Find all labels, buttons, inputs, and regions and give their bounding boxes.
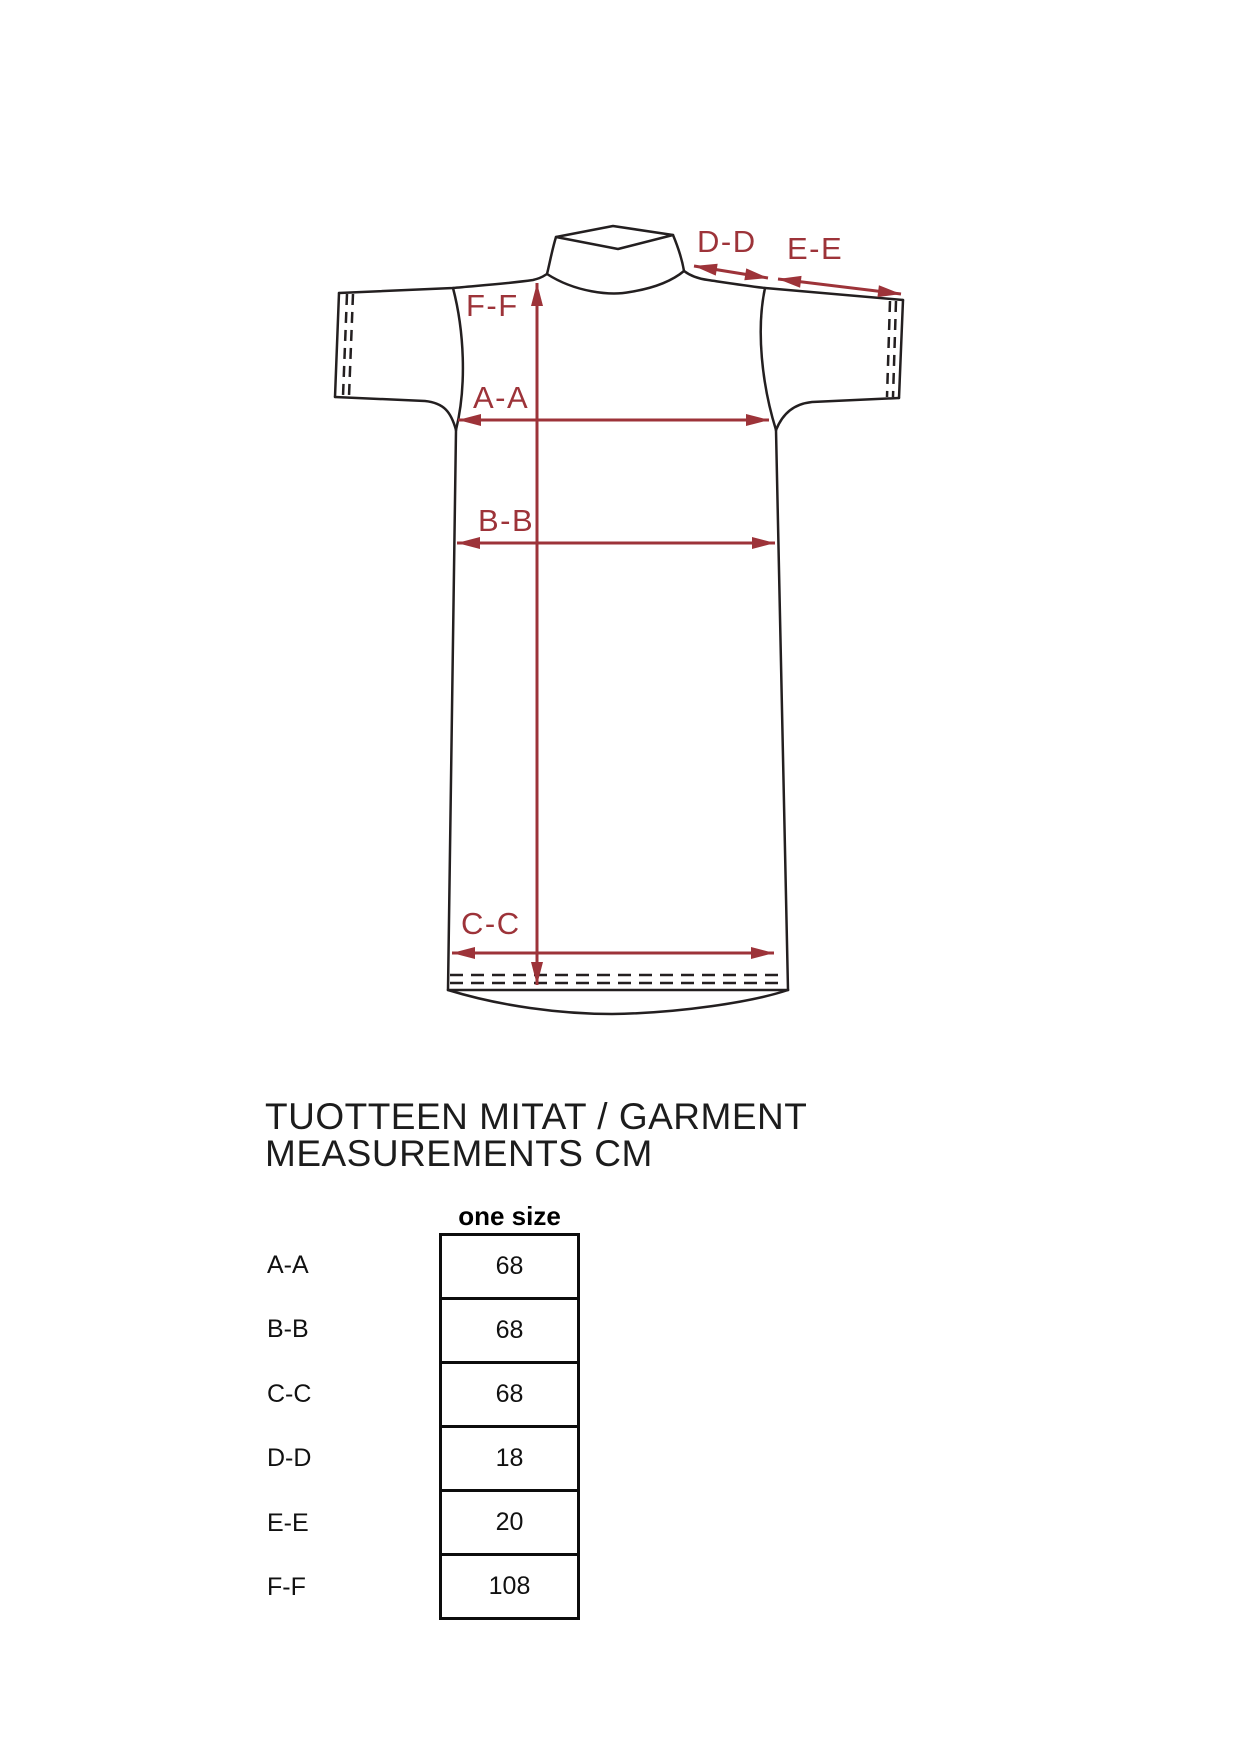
label-aa: A-A: [473, 380, 530, 415]
collar-top-opening: [556, 226, 673, 249]
row-label-cc: C-C: [267, 1379, 312, 1408]
arrow-dd: [694, 266, 768, 278]
collar-left-edge: [547, 237, 556, 274]
right-shoulder-sleeve-top: [684, 271, 903, 300]
size-column-header: one size: [458, 1201, 561, 1231]
label-ff: F-F: [466, 288, 519, 323]
right-armhole-seam: [761, 288, 776, 430]
body-left-edge: [448, 430, 456, 990]
section-heading: [265, 1098, 807, 1172]
back-hem-curve: [448, 990, 788, 1014]
body-right-edge: [776, 430, 788, 990]
label-ee: E-E: [787, 231, 844, 266]
label-dd: D-D: [697, 224, 757, 259]
right-cuff-edge: [899, 300, 903, 398]
measurement-arrows: [452, 266, 901, 985]
garment-outline: [335, 226, 903, 1014]
collar-right-edge: [673, 235, 684, 271]
value-cell-aa: 68: [442, 1236, 577, 1300]
section-heading-line2: MEASUREMENTS CM: [265, 1133, 653, 1174]
value-cell-bb: 68: [442, 1300, 577, 1364]
left-cuff-stitching: [343, 294, 353, 396]
row-label-dd: D-D: [267, 1444, 312, 1473]
label-cc: C-C: [461, 906, 521, 941]
row-label-ff: F-F: [267, 1573, 306, 1602]
row-label-ee: E-E: [267, 1508, 309, 1537]
section-heading-line1: TUOTTEEN MITAT / GARMENT: [265, 1096, 808, 1137]
value-cell-dd: 18: [442, 1428, 577, 1492]
hem-stitching: [450, 975, 786, 983]
collar-bottom-seam: [547, 271, 684, 293]
row-label-aa: A-A: [267, 1250, 309, 1279]
left-sleeve-bottom: [335, 397, 456, 430]
value-cell-ee: 20: [442, 1492, 577, 1556]
left-armhole-seam: [453, 288, 463, 430]
row-label-bb: B-B: [267, 1315, 309, 1344]
value-cell-cc: 68: [442, 1364, 577, 1428]
value-cell-ff: 108: [488, 1572, 531, 1600]
measurement-table: [439, 1233, 580, 1620]
left-cuff-edge: [335, 293, 339, 397]
right-sleeve-bottom: [776, 398, 899, 430]
label-bb: B-B: [478, 503, 535, 538]
right-cuff-stitching: [887, 301, 896, 397]
measurement-row-labels: [267, 1233, 311, 1620]
